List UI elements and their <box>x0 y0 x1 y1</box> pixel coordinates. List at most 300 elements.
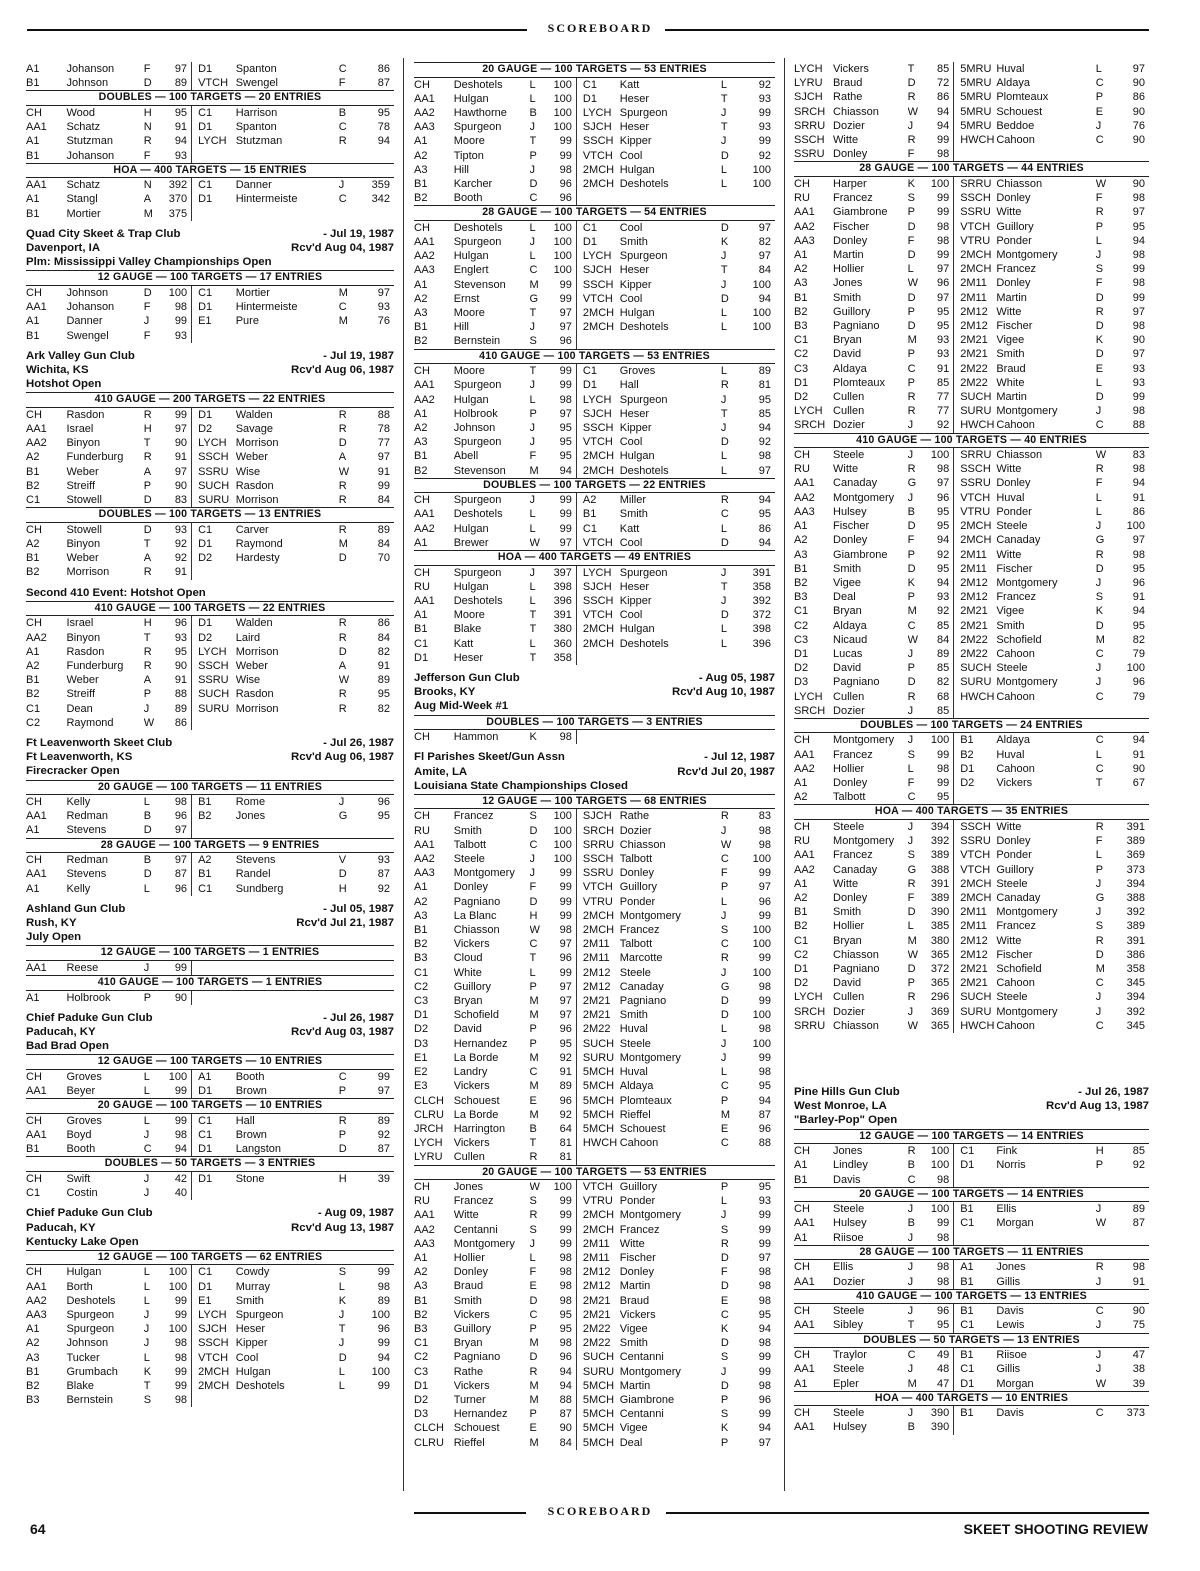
class: D1 <box>192 1142 236 1156</box>
shooter-name: Streiff <box>66 688 95 701</box>
score: 98 <box>174 1337 188 1350</box>
score: 390 <box>930 1407 950 1420</box>
shooter-name: Pagniano <box>833 962 880 975</box>
initial: L <box>907 762 914 775</box>
club-line <box>414 685 775 699</box>
shooter-name: Ponder <box>996 505 1032 518</box>
shooter-name: Deal <box>833 591 856 604</box>
initial: R <box>143 135 152 148</box>
score: 91 <box>174 566 188 579</box>
score: 93 <box>936 591 950 604</box>
score: 99 <box>936 1217 950 1230</box>
shooter-name: Vickers <box>619 1308 656 1321</box>
shooter-name: Donley <box>619 867 654 880</box>
column-3 <box>794 62 1149 1435</box>
result-row <box>414 1350 775 1364</box>
result-row <box>414 730 775 744</box>
shooter-name: Dozier <box>833 1005 865 1018</box>
shooter-name: Francez <box>833 849 873 862</box>
class: AA1 <box>794 1319 815 1332</box>
class: D2 <box>954 776 997 790</box>
class: RU <box>414 580 430 593</box>
shooter-name: Hulgan <box>453 92 489 105</box>
score: 365 <box>930 1019 950 1032</box>
shooter-name: Hulgan <box>619 163 655 176</box>
score: 99 <box>758 867 771 880</box>
initial: D <box>907 520 916 533</box>
score: 96 <box>174 810 188 823</box>
score: 392 <box>168 179 188 192</box>
shooter-name: Hulsey <box>833 1421 867 1434</box>
score: 95 <box>559 1037 572 1050</box>
class: SUCH <box>576 1037 619 1051</box>
shoot-date: - Jul 26, 1987 <box>323 736 394 749</box>
shooter-name: Rome <box>235 796 266 809</box>
initial: B <box>143 854 152 867</box>
score: 92 <box>758 149 771 162</box>
score: 90 <box>1132 134 1145 147</box>
result-row <box>414 163 775 177</box>
shooter-name: Englert <box>453 264 489 277</box>
shooter-name: Vigee <box>833 576 861 589</box>
class: C3 <box>414 995 429 1008</box>
score: 87 <box>559 1408 572 1421</box>
shooter-name: Pure <box>235 315 259 328</box>
result-row <box>794 1275 1149 1289</box>
score: 82 <box>1132 633 1145 646</box>
initial: W <box>1095 177 1107 190</box>
score: 77 <box>936 390 950 403</box>
score: 100 <box>371 1309 390 1322</box>
shooter-name: Montgomery <box>453 1237 515 1250</box>
score: 99 <box>559 895 572 908</box>
shooter-name: Witte <box>996 934 1022 947</box>
result-row <box>414 1421 775 1435</box>
shooter-name: Steele <box>833 820 865 833</box>
class: 2M11 <box>576 1237 619 1251</box>
result-row <box>794 733 1149 747</box>
class: B1 <box>414 321 428 334</box>
score: 82 <box>377 702 390 715</box>
shooter-name: Deshotels <box>453 78 503 91</box>
initial: J <box>143 961 150 974</box>
result-row <box>26 436 394 450</box>
score: 99 <box>1132 390 1145 403</box>
class <box>954 704 997 718</box>
event-header: DOUBLES — 100 TARGETS — 13 ENTRIES <box>26 507 394 523</box>
class: 5MCH <box>576 1379 619 1393</box>
result-row <box>26 673 394 687</box>
score: 98 <box>377 1280 390 1293</box>
score: 95 <box>758 508 771 521</box>
shoot-date: - Aug 09, 1987 <box>317 1207 394 1220</box>
score: 100 <box>752 924 771 937</box>
initial: J <box>338 179 345 192</box>
class: 2MCH <box>576 464 619 478</box>
result-row <box>414 838 775 852</box>
shooter-name: Donley <box>996 277 1031 290</box>
result-row <box>794 519 1149 533</box>
shooter-name: Canaday <box>833 477 878 490</box>
class: D1 <box>414 651 429 664</box>
initial: T <box>529 651 537 664</box>
initial: M <box>529 464 539 477</box>
shooter-name: Morrison <box>66 566 110 579</box>
shooter-name: Laird <box>235 631 261 644</box>
shooter-name: Stevens <box>235 854 276 867</box>
score: 389 <box>930 849 950 862</box>
score: 97 <box>758 881 771 894</box>
initial <box>339 823 354 837</box>
result-row <box>26 1186 394 1200</box>
class: LYCH <box>794 991 823 1004</box>
score: 342 <box>371 193 390 206</box>
initial: R <box>907 134 916 147</box>
class: LYCH <box>794 405 823 418</box>
result-row <box>414 824 775 838</box>
class: A2 <box>414 149 428 162</box>
score: 99 <box>559 1223 572 1236</box>
shooter-name: Huval <box>619 1066 648 1079</box>
result-row <box>26 659 394 673</box>
result-row <box>26 1172 394 1186</box>
shooter-name: Smith <box>619 1337 648 1350</box>
class: CH <box>26 1070 42 1083</box>
class: SRRU <box>576 838 619 852</box>
class: B1 <box>414 1294 428 1307</box>
class: 2M21 <box>954 619 997 633</box>
initial: W <box>143 716 155 729</box>
class: AA1 <box>794 1275 815 1288</box>
class <box>192 991 236 1005</box>
result-row <box>794 619 1149 633</box>
initial: P <box>720 881 729 894</box>
initial: T <box>720 92 728 105</box>
shooter-name: Braud <box>453 1280 484 1293</box>
shooter-name: Spurgeon <box>453 494 502 507</box>
shooter-name: Guillory <box>996 220 1034 233</box>
shooter-name: Groves <box>66 1070 102 1083</box>
initial: K <box>1095 605 1104 618</box>
shooter-name: Canaday <box>996 534 1041 547</box>
score: 96 <box>559 1351 572 1364</box>
initial: S <box>720 1223 729 1236</box>
shooter-name: Huval <box>619 1023 648 1036</box>
initial: J <box>143 1309 150 1322</box>
class: D1 <box>192 1280 236 1294</box>
score: 94 <box>174 135 188 148</box>
score: 99 <box>758 909 771 922</box>
shooter-name: Blake <box>66 1380 94 1393</box>
score: 85 <box>936 619 950 632</box>
initial: M <box>529 1436 539 1449</box>
score: 91 <box>1132 491 1145 504</box>
initial: E <box>529 1094 537 1107</box>
class: 2MCH <box>576 177 619 191</box>
result-row <box>794 834 1149 848</box>
club-info <box>26 902 394 945</box>
class: SSCH <box>192 1336 236 1350</box>
club-line <box>414 750 775 764</box>
class: 2M11 <box>576 1251 619 1265</box>
event-header: 20 GAUGE — 100 TARGETS — 53 ENTRIES <box>414 1165 775 1181</box>
result-row <box>26 192 394 206</box>
initial: T <box>143 537 151 550</box>
class <box>576 651 619 665</box>
score: 99 <box>559 1209 572 1222</box>
result-row <box>414 937 775 951</box>
score: 98 <box>758 838 771 851</box>
initial: P <box>1095 220 1104 233</box>
column-2 <box>414 62 775 1450</box>
shooter-name: Witte <box>833 877 859 890</box>
results-table <box>26 1070 394 1098</box>
shooter-name: Moore <box>453 135 485 148</box>
score: 99 <box>377 1070 390 1083</box>
initial: W <box>529 924 540 937</box>
class: CH <box>414 566 430 579</box>
result-row <box>414 580 775 594</box>
shooter-name: Davis <box>996 1305 1024 1318</box>
class: C1 <box>954 1144 997 1158</box>
initial: R <box>907 390 916 403</box>
shooter-name: Ponder <box>619 895 656 908</box>
class: A1 <box>414 135 428 148</box>
initial: A <box>143 193 152 206</box>
club-info <box>414 750 775 793</box>
initial <box>1096 147 1110 161</box>
score: 95 <box>758 1181 771 1194</box>
shooter-name: Francez <box>996 591 1037 604</box>
score: 85 <box>1132 1145 1145 1158</box>
initial: P <box>529 407 537 420</box>
shooter-name: Hernandez <box>453 1408 508 1421</box>
initial: B <box>529 1122 537 1135</box>
initial: B <box>529 106 537 119</box>
shoot-date: - Jul 19, 1987 <box>323 227 394 240</box>
initial: M <box>529 995 539 1008</box>
class <box>954 1231 997 1245</box>
class: CH <box>414 1181 430 1194</box>
score: 76 <box>377 315 390 328</box>
score: 95 <box>1132 619 1145 632</box>
class: SJCH <box>794 91 823 104</box>
class: B1 <box>26 1365 40 1378</box>
class <box>192 565 236 579</box>
shooter-name: Lewis <box>996 1319 1025 1332</box>
class: A1 <box>192 1070 236 1084</box>
score: 98 <box>936 1173 950 1186</box>
result-row <box>414 278 775 292</box>
result-row <box>794 1318 1149 1332</box>
initial: T <box>907 1319 915 1332</box>
shooter-name: Fischer <box>996 562 1033 575</box>
result-row <box>794 661 1149 675</box>
score: 88 <box>758 1137 771 1150</box>
score: 99 <box>559 379 572 392</box>
initial: L <box>529 966 536 979</box>
score: 391 <box>752 566 771 579</box>
shooter-name: Johnson <box>453 421 496 434</box>
shooter-name: Steele <box>833 1203 865 1216</box>
initial: G <box>907 477 917 490</box>
initial: T <box>720 407 728 420</box>
initial: C <box>338 121 347 134</box>
class: AA2 <box>414 853 435 866</box>
event-header: 410 GAUGE — 100 TARGETS — 53 ENTRIES <box>414 349 775 365</box>
initial: L <box>529 78 536 91</box>
initial: M <box>143 207 153 220</box>
score: 98 <box>936 1275 950 1288</box>
class: VTCH <box>954 848 997 862</box>
class: CH <box>26 106 42 119</box>
initial: W <box>338 674 350 687</box>
score: 98 <box>1132 319 1145 332</box>
score: 77 <box>936 405 950 418</box>
score: 369 <box>1126 849 1145 862</box>
shooter-name: La Blanc <box>453 909 497 922</box>
shooter-name: Montgomery <box>619 1365 681 1378</box>
initial: J <box>529 421 535 434</box>
result-row <box>794 1158 1149 1172</box>
class: A1 <box>794 877 808 890</box>
class: 2MCH <box>576 923 619 937</box>
result-row <box>794 562 1149 576</box>
shooter-name: Smith <box>996 348 1025 361</box>
initial: D <box>338 437 347 450</box>
score: 84 <box>377 537 390 550</box>
initial: L <box>529 522 536 535</box>
class: AA2 <box>414 250 435 263</box>
initial: S <box>1095 263 1104 276</box>
shooter-name: Riisoe <box>996 1349 1027 1362</box>
shooter-name: Nicaud <box>833 633 868 646</box>
initial: H <box>143 617 152 630</box>
score: 99 <box>377 1380 390 1393</box>
class: SURU <box>954 1005 997 1019</box>
result-row <box>26 645 394 659</box>
club-name: Fl Parishes Skeet/Gun Assn <box>414 751 565 764</box>
result-row <box>26 1393 394 1407</box>
shooter-name: Smith <box>619 236 648 249</box>
shooter-name: Aldaya <box>996 734 1030 747</box>
result-row <box>794 333 1149 347</box>
score: 98 <box>559 1294 572 1307</box>
shooter-name: Deshotels <box>66 1294 116 1307</box>
result-row <box>794 704 1149 718</box>
shooter-name: Moore <box>453 307 485 320</box>
initial: P <box>720 1181 729 1194</box>
shooter-name: Traylor <box>833 1349 867 1362</box>
shooter-name: Spurgeon <box>453 236 502 249</box>
initial: R <box>338 702 347 715</box>
results-table <box>26 178 394 221</box>
class: 2M11 <box>576 951 619 965</box>
score: 93 <box>174 329 188 342</box>
class: SURU <box>192 493 236 507</box>
initial: F <box>907 777 915 790</box>
score: 98 <box>936 234 950 247</box>
class: 2MCH <box>576 1223 619 1237</box>
class: AA3 <box>414 1237 435 1250</box>
shooter-name: Fink <box>996 1145 1018 1158</box>
initial: J <box>529 867 535 880</box>
score: 100 <box>553 838 572 851</box>
results-table <box>794 1304 1149 1332</box>
score: 91 <box>377 659 390 672</box>
class: SURU <box>954 404 997 418</box>
initial: R <box>338 479 347 492</box>
shooter-name: Chiasson <box>833 105 879 118</box>
result-row <box>26 422 394 436</box>
result-row <box>414 149 775 163</box>
shooter-name: Walden <box>235 408 273 421</box>
class: AA2 <box>26 631 47 644</box>
score: 99 <box>758 1237 771 1250</box>
class: A1 <box>26 991 40 1004</box>
class: AA1 <box>794 1217 815 1230</box>
score: 365 <box>930 948 950 961</box>
score: 87 <box>1132 1217 1145 1230</box>
shooter-name: Vigee <box>996 605 1025 618</box>
initial: J <box>143 1187 150 1200</box>
shooter-name: Spurgeon <box>453 379 502 392</box>
shooter-name: Pagniano <box>619 995 667 1008</box>
shooter-name: Giambrone <box>619 1394 675 1407</box>
shooter-name: Martin <box>996 390 1027 403</box>
class: HWCH <box>954 1019 997 1033</box>
shooter-name: Montgomery <box>833 491 895 504</box>
class: A1 <box>794 1231 808 1244</box>
score: 64 <box>559 1122 572 1135</box>
score: 87 <box>758 1108 771 1121</box>
score: 93 <box>936 348 950 361</box>
class <box>954 790 997 804</box>
score: 97 <box>758 250 771 263</box>
score: 98 <box>758 980 771 993</box>
class: D1 <box>192 1084 236 1098</box>
shooter-name: Donley <box>833 891 868 904</box>
shooter-name: Kipper <box>619 421 652 434</box>
score: 85 <box>758 407 771 420</box>
score <box>353 329 394 343</box>
class: B1 <box>576 507 619 521</box>
score <box>353 149 394 163</box>
result-row <box>26 1114 394 1128</box>
score: 95 <box>758 1080 771 1093</box>
initial: L <box>720 1023 727 1036</box>
score: 100 <box>930 1145 950 1158</box>
class: B3 <box>794 319 808 332</box>
class <box>192 329 236 343</box>
result-row <box>26 991 394 1005</box>
shooter-name: Miller <box>619 494 647 507</box>
class: AA1 <box>414 838 435 851</box>
score: 98 <box>174 796 188 809</box>
shooter-name: Pagniano <box>453 1351 501 1364</box>
score: 98 <box>758 1280 771 1293</box>
class: LYCH <box>794 690 823 703</box>
score: 99 <box>559 1237 572 1250</box>
results-table <box>26 616 394 730</box>
shooter-name: Moore <box>453 609 485 622</box>
class: D2 <box>192 422 236 436</box>
score <box>353 823 394 837</box>
shooter-name: Harper <box>833 177 867 190</box>
shooter-name: Gillis <box>996 1363 1021 1376</box>
score: 98 <box>1132 1261 1145 1274</box>
score: 67 <box>1132 777 1145 790</box>
